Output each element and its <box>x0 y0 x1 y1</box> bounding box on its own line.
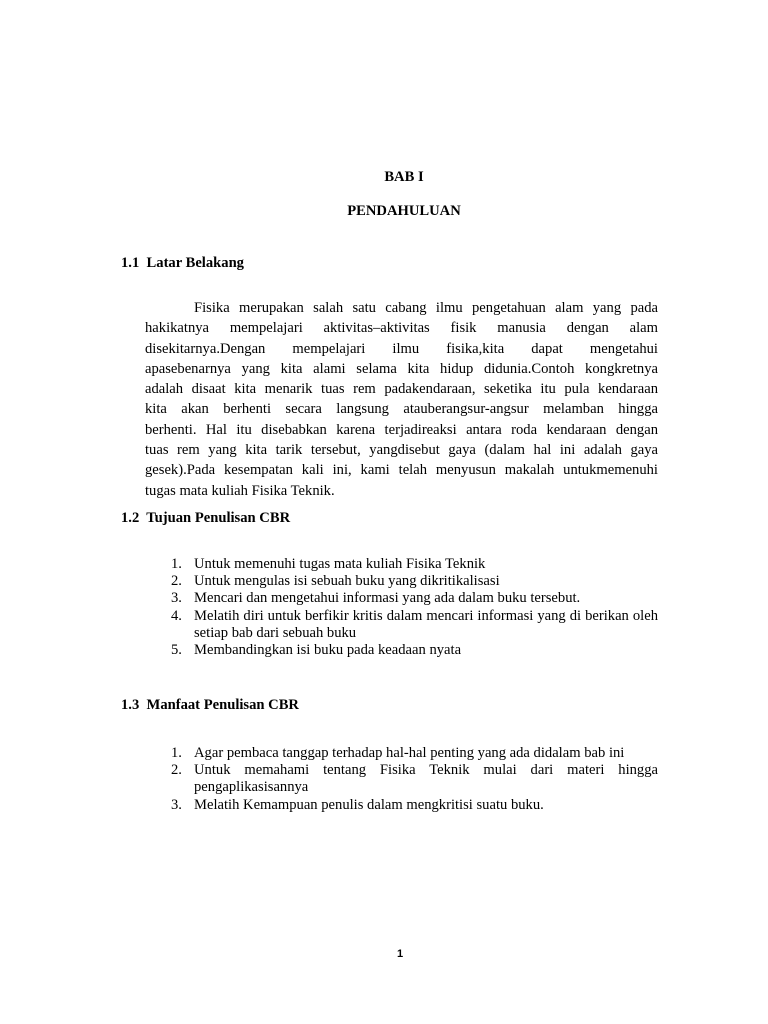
list-item-text: Untuk mengulas isi sebuah buku yang dikritikalisasi <box>194 573 500 590</box>
section-heading-manfaat: 1.3 Manfaat Penulisan CBR <box>121 697 299 713</box>
list-item-number: 4. <box>171 607 182 624</box>
list-item <box>145 762 658 796</box>
list-item-text: Melatih diri untuk berfikir kritis dalam mencari informasi yang di berikan oleh setiap bab dari sebuah buku <box>194 607 658 641</box>
page-number: 1 <box>396 948 404 960</box>
paragraph-line: adalah disaat kita menarik tuas rem padakendaraan, seketika itu pula kendaraan <box>145 381 658 398</box>
chapter-number: BAB I <box>384 169 424 185</box>
paragraph-line: Fisika merupakan salah satu cabang ilmu pengetahuan alam yang pada <box>194 300 658 316</box>
list-item-text: Membandingkan isi buku pada keadaan nyata <box>194 642 462 659</box>
list-item-number: 1. <box>171 556 182 572</box>
benefits-list <box>145 745 658 814</box>
list-item-text: Agar pembaca tanggap terhadap hal-hal penting yang ada didalam bab ini <box>194 745 625 761</box>
list-item-number: 1. <box>171 745 182 761</box>
list-item <box>145 590 658 607</box>
list-item <box>145 797 658 814</box>
paragraph-line: kita akan berhenti secara langsung atauberangsur-angsur melamban hingga <box>145 401 658 418</box>
list-item-text: Untuk memenuhi tugas mata kuliah Fisika Teknik <box>194 556 486 572</box>
list-item-number: 5. <box>171 642 182 659</box>
paragraph-line: tugas mata kuliah Fisika Teknik. <box>145 482 335 499</box>
paragraph-line: apasebenarnya yang kita alami selama kita hidup didunia.Contoh kongkretnya <box>145 360 658 377</box>
objectives-list <box>145 556 658 659</box>
paragraph-line: hakikatnya mempelajari aktivitas–aktivitas fisik manusia dengan alam <box>145 320 658 337</box>
list-item-number: 2. <box>171 573 182 590</box>
list-item <box>145 642 658 659</box>
list-item <box>145 556 658 573</box>
list-item-number: 2. <box>171 762 182 779</box>
paragraph-line: gesek).Pada kesempatan kali ini, kami telah menyusun makalah untukmemenuhi <box>145 462 658 479</box>
list-item <box>145 573 658 590</box>
paragraph-line: tuas rem yang kita tarik tersebut, yangdisebut gaya (dalam hal ini adalah gaya <box>145 442 658 459</box>
list-item <box>145 745 658 762</box>
paragraph-line: disekitarnya.Dengan mempelajari ilmu fisika,kita dapat mengetahui <box>145 340 658 357</box>
list-item-text: Mencari dan mengetahui informasi yang ada dalam buku tersebut. <box>194 590 581 607</box>
paragraph-line: berhenti. Hal itu disebabkan karena terjadireaksi antara roda kendaraan dengan <box>145 421 658 438</box>
list-item-text: Untuk memahami tentang Fisika Teknik mulai dari materi hingga pengaplikasisannya <box>194 762 658 796</box>
list-item-number: 3. <box>171 590 182 607</box>
list-item-number: 3. <box>171 796 182 813</box>
section-heading-tujuan: 1.2 Tujuan Penulisan CBR <box>121 510 291 526</box>
list-item-text: Melatih Kemampuan penulis dalam mengkritisi suatu buku. <box>194 796 544 813</box>
section-heading-latar-belakang: 1.1 Latar Belakang <box>121 255 244 271</box>
list-item <box>145 608 658 642</box>
chapter-title: PENDAHULUAN <box>347 203 461 219</box>
background-paragraph <box>145 298 658 501</box>
